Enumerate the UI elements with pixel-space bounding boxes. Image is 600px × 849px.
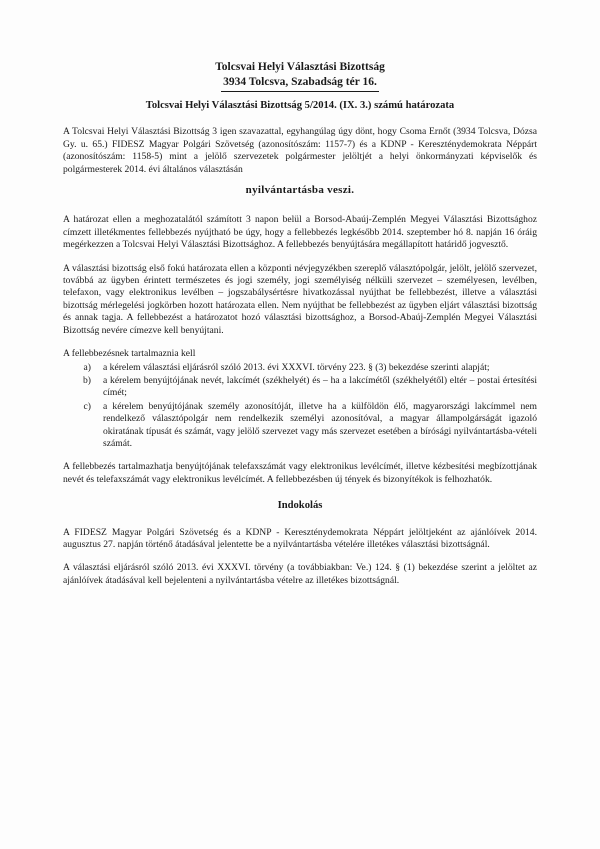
list-item-marker: b) [83,374,91,386]
list-item-text: a kérelem benyújtójának nevét, lakcímét (székhelyét) és – ha a lakcímétől (székhelyétől) eltér – postai értesítési címét; [103,374,537,399]
decision-statement: nyilvántartásba veszi. [245,184,355,197]
appeal-requirements-list [63,348,537,450]
optional-content-paragraph: A fellebbezés tartalmazhatja benyújtójának telefaxszámát vagy elektronikus levélcímét, illetve kézbesítési megbízottjának nevét és telefaxszámát vagy elektronikus levélcímét. A fellebbezésben új tények és bizonyítékok is felhozhatók. [63,461,537,485]
appeal-parties-paragraph: A választási bizottság első fokú határozata ellen a központi névjegyzékben szereplő választópolgár, jelölt, jelölő szervezet, továbbá az ügyben érintett természetes és jogi személy, jogi személyiség nélküli szervezet – személyesen, levélben, telefaxon, vagy elektronikus levélben – jogszabálysértésre hivatkozással nyújthat be fellebbezést, illetve a választási bizottság mérlegelési jogkörben hozott határozata ellen. Nem nyújthat be fellebbezést az ügyben eljárt választási bizottság és annak tagja. A fellebbezést a határozatot hozó választási bizottsághoz, a Borsod-Abaúj-Zemplén Megyei Választási Bizottság nevére címezve kell benyújtani. [63,262,537,336]
resolution-title: Tolcsvai Helyi Választási Bizottság 5/2014. (IX. 3.) számú határozata [145,100,455,111]
letterhead [0,60,600,92]
committee-address: 3934 Tolcsva, Szabadság tér 16. [221,75,379,92]
list-item-text: a kérelem benyújtójának személy azonosítóját, illetve ha a külföldön élő, magyarországi lakcímmel nem rendelkező választópolgár nem rendelkezik személyi azonosítóval, a magyar állampolgárságát igazoló okiratának típusát és számát, vagy jelölő szervezet vagy más szervezet esetében a bírósági nyilvántartásba-vételi számát. [103,400,537,449]
list-item [63,401,537,451]
list-item-text: a kérelem választási eljárásról szóló 2013. évi XXXVI. törvény 223. § (3) bekezdése szerinti alapját; [103,361,490,373]
list-item-marker: a) [83,361,91,373]
appeal-paragraph: A határozat ellen a meghozatalától számított 3 napon belül a Borsod-Abaúj-Zemplén Megyei Választási Bizottsághoz címzett illetékmentes fellebbezés nyújtható be úgy, hogy a fellebbezés legkésőbb 2014. szeptember hó 8. napján 16 óráig megérkezzen a Tolcsvai Helyi Választási Bizottsághoz. A fellebbezés benyújtására megállapított határidő jogvesztő. [63,214,537,251]
resolution-intro: A Tolcsvai Helyi Választási Bizottság 3 igen szavazattal, egyhangúlag úgy dönt, hogy Csoma Ernőt (3934 Tolcsva, Dózsa Gy. u. 65.) FIDESZ Magyar Polgári Szövetség (azonosítószám: 1157-7) és a KDNP - Kereszténydemokrata Néppárt (azonosítószám: 1158-5) mint a jelölő szervezetek polgármester jelöltjét a helyi önkormányzati képviselők és polgármesterek 2014. évi általános választásán [63,126,537,175]
list-intro: A fellebbezésnek tartalmaznia kell [63,348,196,360]
reasoning-paragraph-1: A FIDESZ Magyar Polgári Szövetség és a KDNP - Kereszténydemokrata Néppárt jelöltjeként az ajánlóívek 2014. augusztus 27. napján történő átadásával jelentette be a nyilvántartásba vételére illetékes választási bizottságnál. [63,526,537,550]
reasoning-heading: Indokolás [277,500,323,512]
document-body [63,100,537,598]
committee-name: Tolcsvai Helyi Választási Bizottság [215,61,385,73]
list-item [63,362,537,374]
reasoning-paragraph-2: A választási eljárásról szóló 2013. évi XXXVI. törvény (a továbbiakban: Ve.) 124. § (1) bekezdése szerint a jelöltet az ajánlóívek átadásával kell bejelenteni a nyilvántartásba vételre az illetékes bizottságnál. [63,562,537,586]
list-item-marker: c) [83,400,91,412]
list-item [63,375,537,400]
